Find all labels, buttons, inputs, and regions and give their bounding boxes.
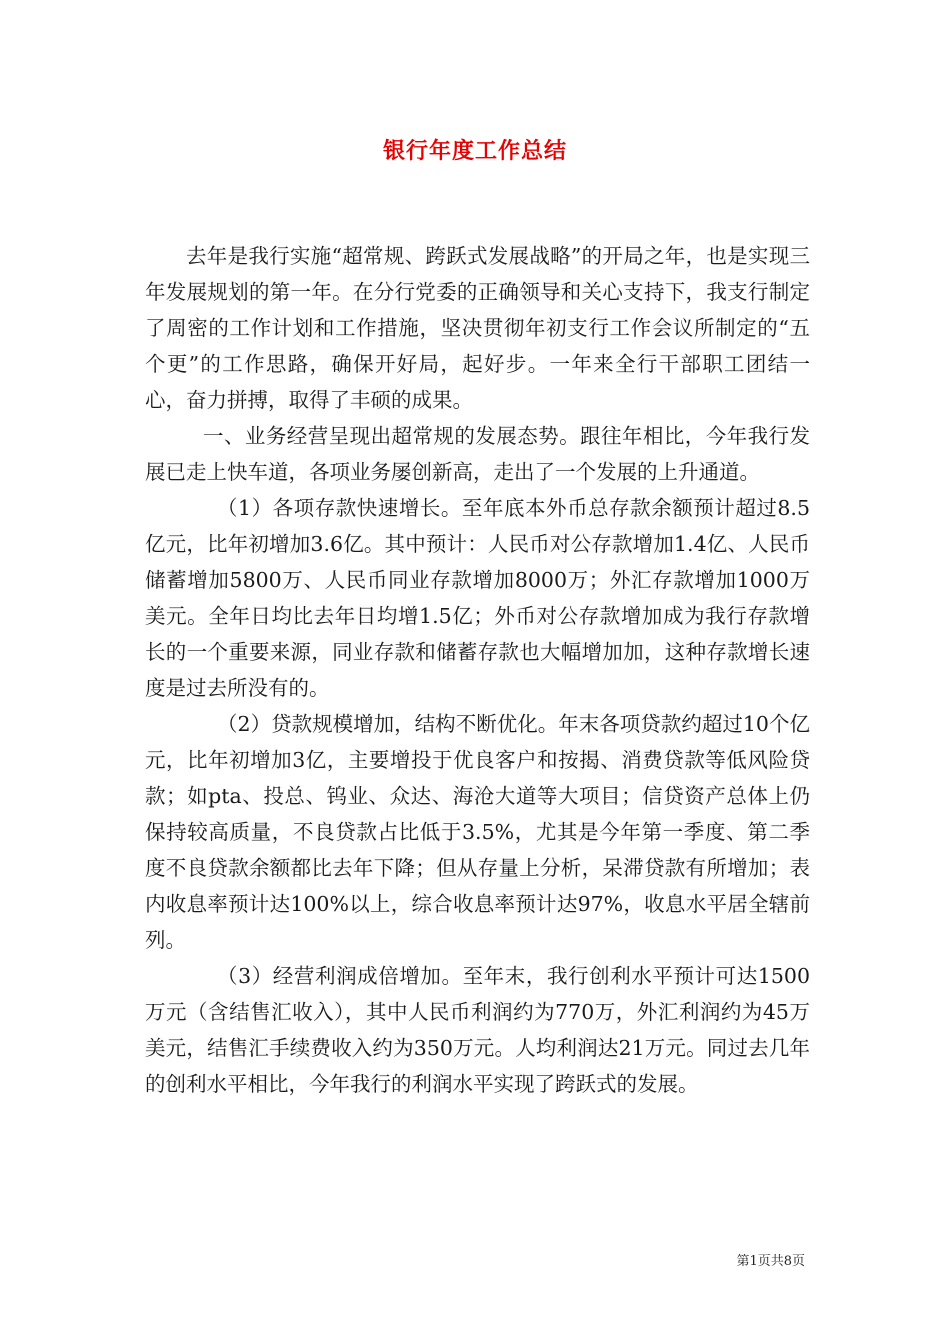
paragraph-intro: 去年是我行实施“超常规、跨跃式发展战略”的开局之年，也是实现三年发展规划的第一年。在分行党委的正确领导和关心支持下，我支行制定了周密的工作计划和工作措施，坚决贯彻年初支行工作会议所制定的“五个更”的工作思路，确保开好局，起好步。一年来全行干部职工团结一心，奋力拼搏，取得了丰硕的成果。 [145,244,810,412]
paragraph-deposits: （1）各项存款快速增长。至年底本外币总存款余额预计超过8.5亿元，比年初增加3.6亿。其中预计：人民币对公存款增加1.4亿、人民币储蓄增加5800万、人民币同业存款增加8000万；外汇存款增加1000万美元。全年日均比去年日均增1.5亿；外币对公存款增加成为我行存款增长的一个重要来源，同业存款和储蓄存款也大幅增加加，这种存款增长速度是过去所没有的。 [145,496,810,700]
paragraph-section-1: 一、业务经营呈现出超常规的发展态势。跟往年相比，今年我行发展已走上快车道，各项业务屡创新高，走出了一个发展的上升通道。 [145,424,810,484]
paragraph-loans: （2）贷款规模增加，结构不断优化。年末各项贷款约超过10个亿元，比年初增加3亿，主要增投于优良客户和按揭、消费贷款等低风险贷款；如pta、投总、钨业、众达、海沧大道等大项目；信贷资产总体上仍保持较高质量，不良贷款占比低于3.5%，尤其是今年第一季度、第二季度不良贷款余额都比去年下降；但从存量上分析，呆滞贷款有所增加；表内收息率预计达100%以上，综合收息率预计达97%，收息水平居全辖前列。 [145,712,810,952]
paragraph-profits: （3）经营利润成倍增加。至年末，我行创利水平预计可达1500万元（含结售汇收入），其中人民币利润约为770万，外汇利润约为45万美元，结售汇手续费收入约为350万元。人均利润达21万元。同过去几年的创利水平相比，今年我行的利润水平实现了跨跃式的发展。 [145,964,810,1096]
document-title: 银行年度工作总结 [382,138,567,164]
page-number: 第1页共8页 [736,1254,805,1269]
document-body [145,238,810,1102]
